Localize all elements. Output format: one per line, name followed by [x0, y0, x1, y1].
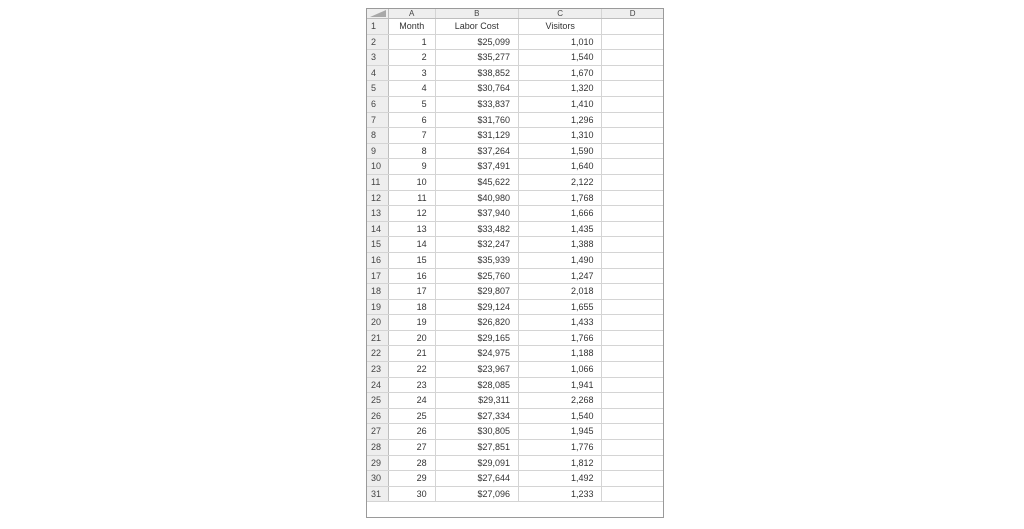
cell-empty[interactable] — [602, 222, 663, 237]
cell-empty[interactable] — [602, 237, 663, 252]
table-row — [367, 284, 663, 300]
cell-labor-cost[interactable]: $30,805 — [436, 424, 519, 439]
row-header[interactable]: 19 — [367, 300, 389, 315]
row-header[interactable]: 8 — [367, 128, 389, 143]
table-row — [367, 206, 663, 222]
column-header-b[interactable]: B — [436, 9, 519, 18]
row-header[interactable]: 2 — [367, 35, 389, 50]
cell-visitors[interactable]: 1,066 — [519, 362, 602, 377]
row-header[interactable]: 29 — [367, 456, 389, 471]
cell-visitors[interactable]: 1,296 — [519, 113, 602, 128]
row-header[interactable]: 17 — [367, 269, 389, 284]
cell-labor-cost[interactable]: $45,622 — [436, 175, 519, 190]
cell-empty[interactable] — [602, 159, 663, 174]
row-header[interactable]: 9 — [367, 144, 389, 159]
cell-month[interactable]: 4 — [389, 81, 436, 96]
row-header[interactable]: 5 — [367, 81, 389, 96]
row-header[interactable]: 23 — [367, 362, 389, 377]
cell-visitors[interactable]: 1,670 — [519, 66, 602, 81]
cell-labor-cost[interactable]: $28,085 — [436, 378, 519, 393]
row-header[interactable]: 30 — [367, 471, 389, 486]
table-row — [367, 393, 663, 409]
cell-month[interactable]: 24 — [389, 393, 436, 408]
cell-d1[interactable] — [602, 19, 663, 34]
row-header[interactable]: 3 — [367, 50, 389, 65]
cell-empty[interactable] — [602, 315, 663, 330]
cell-month[interactable]: 5 — [389, 97, 436, 112]
cell-month[interactable]: 14 — [389, 237, 436, 252]
cell-month[interactable]: 26 — [389, 424, 436, 439]
cell-month[interactable]: 9 — [389, 159, 436, 174]
cell-empty[interactable] — [602, 97, 663, 112]
cell-visitors[interactable]: 1,492 — [519, 471, 602, 486]
cell-month[interactable]: 8 — [389, 144, 436, 159]
cell-visitors[interactable]: 1,310 — [519, 128, 602, 143]
cell-visitors[interactable]: 1,435 — [519, 222, 602, 237]
table-row — [367, 50, 663, 66]
cell-labor-cost[interactable]: $29,165 — [436, 331, 519, 346]
cell-empty[interactable] — [602, 346, 663, 361]
row-header[interactable]: 31 — [367, 487, 389, 502]
cell-empty[interactable] — [602, 113, 663, 128]
cell-month[interactable]: 1 — [389, 35, 436, 50]
row-header[interactable]: 24 — [367, 378, 389, 393]
cell-empty[interactable] — [602, 35, 663, 50]
cell-labor-cost[interactable]: $33,837 — [436, 97, 519, 112]
row-header[interactable]: 20 — [367, 315, 389, 330]
cell-visitors[interactable]: 1,433 — [519, 315, 602, 330]
table-row — [367, 331, 663, 347]
row-header[interactable]: 11 — [367, 175, 389, 190]
table-row — [367, 253, 663, 269]
table-row — [367, 97, 663, 113]
cell-visitors[interactable]: 1,590 — [519, 144, 602, 159]
cell-empty[interactable] — [602, 128, 663, 143]
table-row — [367, 424, 663, 440]
cell-empty[interactable] — [602, 269, 663, 284]
cell-labor-cost[interactable]: $32,247 — [436, 237, 519, 252]
table-row — [367, 66, 663, 82]
table-row — [367, 237, 663, 253]
cell-visitors[interactable]: 1,540 — [519, 50, 602, 65]
cell-c1[interactable]: Visitors — [519, 19, 602, 34]
cell-month[interactable]: 27 — [389, 440, 436, 455]
column-header-a[interactable]: A — [389, 9, 436, 18]
cell-visitors[interactable]: 1,540 — [519, 409, 602, 424]
cell-labor-cost[interactable]: $35,277 — [436, 50, 519, 65]
cell-month[interactable]: 23 — [389, 378, 436, 393]
cell-empty[interactable] — [602, 424, 663, 439]
cell-month[interactable]: 18 — [389, 300, 436, 315]
cell-labor-cost[interactable]: $29,311 — [436, 393, 519, 408]
cell-labor-cost[interactable]: $31,129 — [436, 128, 519, 143]
table-row — [367, 191, 663, 207]
cell-visitors[interactable]: 1,233 — [519, 487, 602, 502]
cell-empty[interactable] — [602, 393, 663, 408]
table-row — [367, 81, 663, 97]
cell-empty[interactable] — [602, 66, 663, 81]
cell-visitors[interactable]: 1,776 — [519, 440, 602, 455]
cell-empty[interactable] — [602, 206, 663, 221]
cell-labor-cost[interactable]: $25,099 — [436, 35, 519, 50]
row-header[interactable]: 18 — [367, 284, 389, 299]
table-row — [367, 440, 663, 456]
row-header[interactable]: 21 — [367, 331, 389, 346]
cell-empty[interactable] — [602, 409, 663, 424]
cell-empty[interactable] — [602, 144, 663, 159]
row-header[interactable]: 16 — [367, 253, 389, 268]
cell-visitors[interactable]: 1,666 — [519, 206, 602, 221]
select-all-corner[interactable] — [367, 9, 389, 18]
cell-labor-cost[interactable]: $35,939 — [436, 253, 519, 268]
table-row — [367, 456, 663, 472]
row-header[interactable]: 25 — [367, 393, 389, 408]
table-row — [367, 19, 663, 35]
row-header[interactable]: 27 — [367, 424, 389, 439]
table-row — [367, 378, 663, 394]
cell-visitors[interactable]: 1,247 — [519, 269, 602, 284]
cell-visitors[interactable]: 1,766 — [519, 331, 602, 346]
cell-labor-cost[interactable]: $37,264 — [436, 144, 519, 159]
cell-visitors[interactable]: 1,490 — [519, 253, 602, 268]
cell-empty[interactable] — [602, 191, 663, 206]
row-header[interactable]: 14 — [367, 222, 389, 237]
cell-labor-cost[interactable]: $37,491 — [436, 159, 519, 174]
table-row — [367, 222, 663, 238]
cell-month[interactable]: 22 — [389, 362, 436, 377]
column-header-d[interactable]: D — [629, 9, 636, 18]
cell-month[interactable]: 29 — [389, 471, 436, 486]
cell-empty[interactable] — [602, 471, 663, 486]
table-row — [367, 315, 663, 331]
cell-empty[interactable] — [602, 253, 663, 268]
cell-labor-cost[interactable]: $27,334 — [436, 409, 519, 424]
cell-empty[interactable] — [602, 81, 663, 96]
cell-month[interactable]: 15 — [389, 253, 436, 268]
cell-month[interactable]: 25 — [389, 409, 436, 424]
table-row — [367, 346, 663, 362]
cell-labor-cost[interactable]: $37,940 — [436, 206, 519, 221]
table-row — [367, 409, 663, 425]
table-row — [367, 300, 663, 316]
column-header-row — [367, 9, 663, 19]
cell-labor-cost[interactable]: $26,820 — [436, 315, 519, 330]
cell-empty[interactable] — [602, 440, 663, 455]
cell-visitors[interactable]: 1,388 — [519, 237, 602, 252]
cell-labor-cost[interactable]: $25,760 — [436, 269, 519, 284]
cell-month[interactable]: 19 — [389, 315, 436, 330]
cell-labor-cost[interactable]: $40,980 — [436, 191, 519, 206]
cell-b1[interactable]: Labor Cost — [436, 19, 519, 34]
cell-labor-cost[interactable]: $33,482 — [436, 222, 519, 237]
cell-month[interactable]: 20 — [389, 331, 436, 346]
cell-labor-cost[interactable]: $31,760 — [436, 113, 519, 128]
cell-labor-cost[interactable]: $27,644 — [436, 471, 519, 486]
cell-visitors[interactable]: 1,410 — [519, 97, 602, 112]
cell-visitors[interactable]: 1,941 — [519, 378, 602, 393]
table-row — [367, 35, 663, 51]
cell-empty[interactable] — [602, 362, 663, 377]
cell-month[interactable]: 10 — [389, 175, 436, 190]
cell-labor-cost[interactable]: $29,091 — [436, 456, 519, 471]
cell-month[interactable]: 16 — [389, 269, 436, 284]
cell-labor-cost[interactable]: $27,096 — [436, 487, 519, 502]
cell-labor-cost[interactable]: $24,975 — [436, 346, 519, 361]
cell-visitors[interactable]: 2,018 — [519, 284, 602, 299]
cell-visitors[interactable]: 1,768 — [519, 191, 602, 206]
cell-a1[interactable]: Month — [389, 19, 436, 34]
cell-empty[interactable] — [602, 487, 663, 502]
cell-month[interactable]: 7 — [389, 128, 436, 143]
cell-visitors[interactable]: 2,268 — [519, 393, 602, 408]
cell-visitors[interactable]: 1,188 — [519, 346, 602, 361]
row-header[interactable]: 22 — [367, 346, 389, 361]
cell-labor-cost[interactable]: $29,124 — [436, 300, 519, 315]
table-row — [367, 487, 663, 503]
cell-visitors[interactable]: 1,640 — [519, 159, 602, 174]
table-row — [367, 144, 663, 160]
cell-labor-cost[interactable]: $30,764 — [436, 81, 519, 96]
cell-month[interactable]: 28 — [389, 456, 436, 471]
cell-empty[interactable] — [602, 300, 663, 315]
cell-visitors[interactable]: 1,010 — [519, 35, 602, 50]
cell-month[interactable]: 11 — [389, 191, 436, 206]
table-row — [367, 128, 663, 144]
row-header[interactable]: 13 — [367, 206, 389, 221]
cell-visitors[interactable]: 1,655 — [519, 300, 602, 315]
cell-empty[interactable] — [602, 378, 663, 393]
cell-empty[interactable] — [602, 331, 663, 346]
row-header[interactable]: 6 — [367, 97, 389, 112]
cell-month[interactable]: 13 — [389, 222, 436, 237]
row-header[interactable]: 4 — [367, 66, 389, 81]
table-row — [367, 471, 663, 487]
cell-empty[interactable] — [602, 50, 663, 65]
cell-labor-cost[interactable]: $23,967 — [436, 362, 519, 377]
cell-visitors[interactable]: 1,945 — [519, 424, 602, 439]
table-row — [367, 269, 663, 285]
cell-month[interactable]: 3 — [389, 66, 436, 81]
row-header[interactable]: 28 — [367, 440, 389, 455]
cell-visitors[interactable]: 2,122 — [519, 175, 602, 190]
cell-month[interactable]: 21 — [389, 346, 436, 361]
cell-month[interactable]: 2 — [389, 50, 436, 65]
table-row — [367, 159, 663, 175]
cell-month[interactable]: 30 — [389, 487, 436, 502]
cell-labor-cost[interactable]: $29,807 — [436, 284, 519, 299]
row-header[interactable]: 26 — [367, 409, 389, 424]
row-header[interactable]: 15 — [367, 237, 389, 252]
cell-visitors[interactable]: 1,812 — [519, 456, 602, 471]
cell-empty[interactable] — [602, 175, 663, 190]
cell-labor-cost[interactable]: $27,851 — [436, 440, 519, 455]
row-header[interactable]: 1 — [367, 19, 389, 34]
table-row — [367, 175, 663, 191]
row-header[interactable]: 7 — [367, 113, 389, 128]
cell-empty[interactable] — [602, 456, 663, 471]
cell-month[interactable]: 12 — [389, 206, 436, 221]
cell-labor-cost[interactable]: $38,852 — [436, 66, 519, 81]
row-header[interactable]: 12 — [367, 191, 389, 206]
row-header[interactable]: 10 — [367, 159, 389, 174]
cell-visitors[interactable]: 1,320 — [519, 81, 602, 96]
column-header-c[interactable]: C — [519, 9, 602, 18]
table-row — [367, 362, 663, 378]
cell-month[interactable]: 6 — [389, 113, 436, 128]
cell-month[interactable]: 17 — [389, 284, 436, 299]
cell-empty[interactable] — [602, 284, 663, 299]
table-row — [367, 113, 663, 129]
spreadsheet-grid — [366, 8, 664, 518]
